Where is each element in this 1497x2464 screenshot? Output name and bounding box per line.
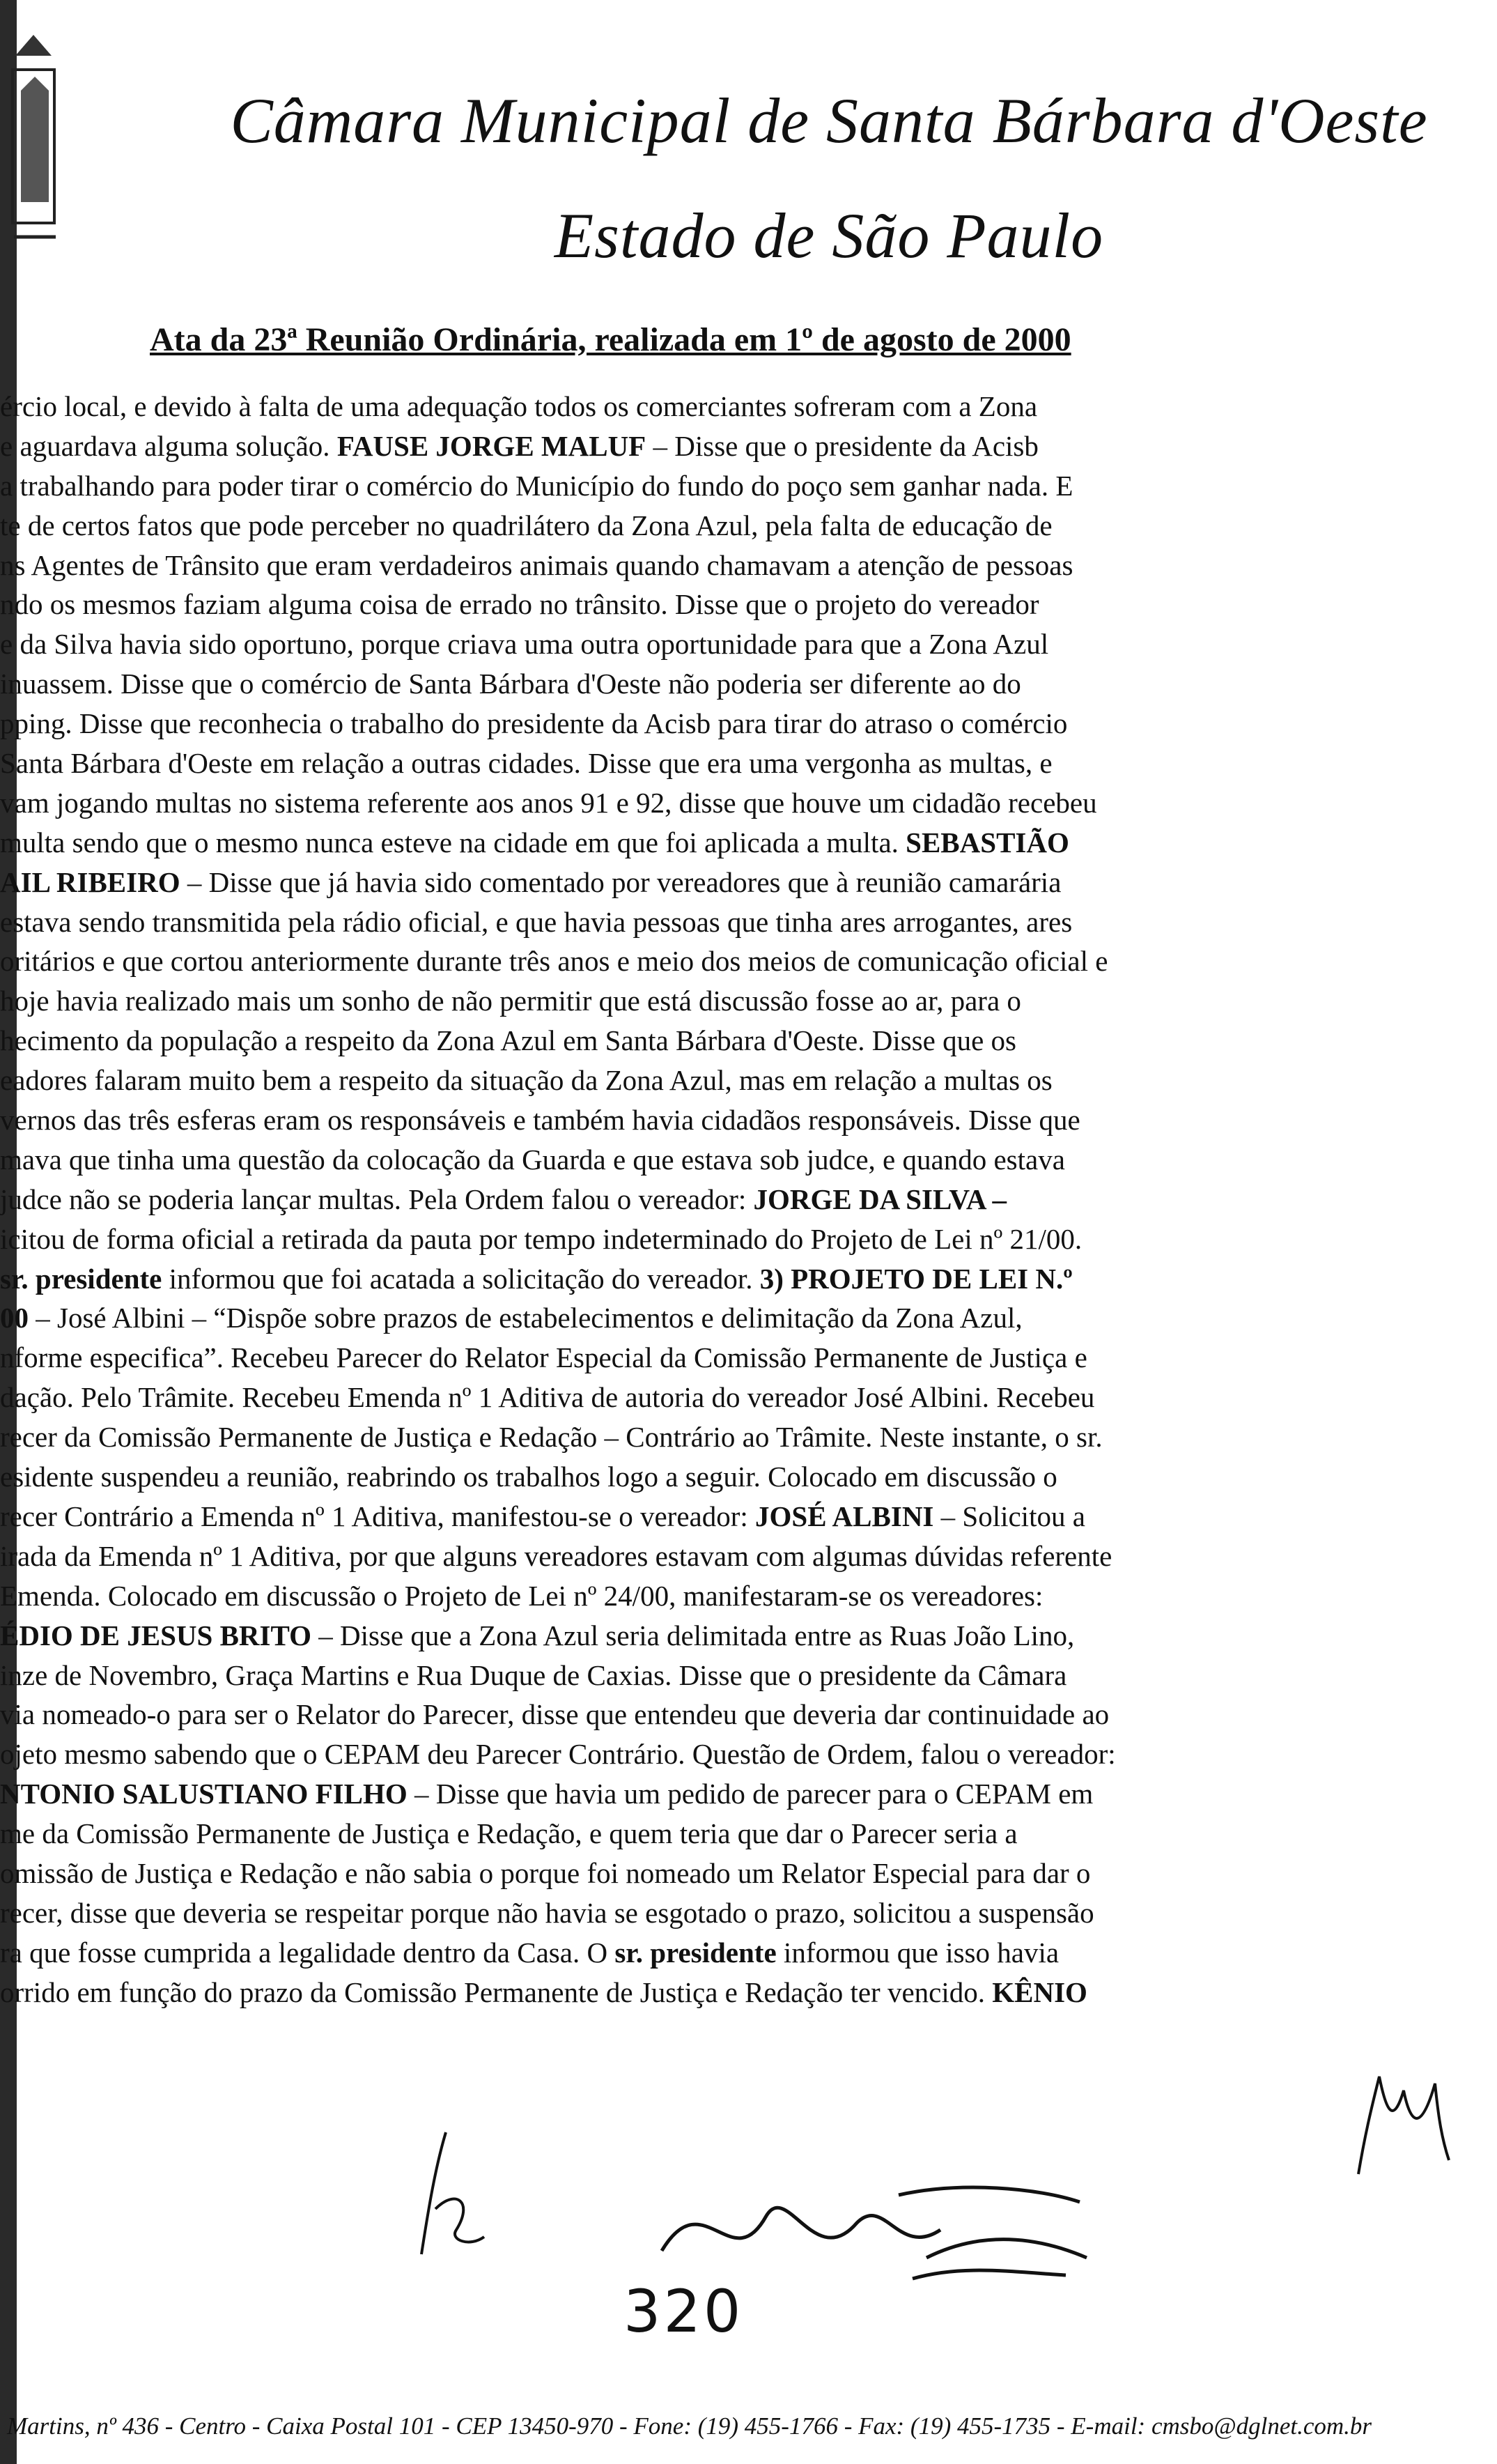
text-run: – Disse que a Zona Azul seria delimitada entre as Ruas João Lino, — [311, 1619, 1075, 1651]
text-run: mava que tinha uma questão da colocação da Guarda e que estava sob judce, e quando estava — [0, 1143, 1065, 1176]
text-run: – José Albini – “Dispõe sobre prazos de estabelecimentos e delimitação da Zona Azul, — [29, 1302, 1023, 1334]
text-run: irada da Emenda nº 1 Aditiva, por que alguns vereadores estavam com algumas dúvidas referente — [0, 1539, 1112, 1572]
text-line — [0, 466, 1414, 506]
text-run: eadores falaram muito bem a respeito da situação da Zona Azul, mas em relação a multas os — [0, 1064, 1053, 1097]
text-run: icitou de forma oficial a retirada da pauta por tempo indeterminado do Projeto de Lei nº 21/00. — [0, 1222, 1083, 1255]
text-line — [0, 1774, 1414, 1814]
text-run: omissão de Justiça e Redação e não sabia o porque foi nomeado um Relator Especial para dar o — [0, 1856, 1091, 1889]
text-run: multa sendo que o mesmo nunca esteve na cidade em que foi aplicada a multa. — [0, 826, 906, 858]
text-run: ércio local, e devido à falta de uma adequação todos os comerciantes sofreram com a Zona — [0, 390, 1038, 422]
text-run: – Solicitou a — [933, 1500, 1085, 1532]
text-line — [0, 1973, 1414, 2012]
text-line — [0, 387, 1414, 426]
text-line — [0, 863, 1414, 902]
text-run: informou que foi acatada a solicitação do vereador. — [162, 1262, 760, 1295]
signature-3 — [1344, 2063, 1456, 2181]
text-run: hecimento da população a respeito da Zona Azul em Santa Bárbara d'Oeste. Disse que os — [0, 1024, 1016, 1057]
text-line — [0, 1814, 1414, 1854]
text-run: te de certos fatos que pode perceber no quadrilátero da Zona Azul, pela falta de educação de — [0, 509, 1053, 541]
text-line — [0, 981, 1414, 1021]
text-run: e da Silva havia sido oportuno, porque criava uma outra oportunidade para que a Zona Azul — [0, 628, 1049, 661]
signature-2 — [648, 2153, 1094, 2293]
text-run: ns Agentes de Trânsito que eram verdadeiros animais quando chamavam a atenção de pessoas — [0, 548, 1073, 581]
text-line — [0, 585, 1414, 624]
text-line — [0, 1259, 1414, 1299]
text-run: pping. Disse que reconhecia o trabalho do presidente da Acisb para tirar do atraso o comércio — [0, 707, 1068, 740]
text-run: orrido em função do prazo da Comissão Permanente de Justiça e Redação ter vencido. — [0, 1976, 993, 2008]
signature-1 — [408, 2125, 491, 2265]
text-run: – Disse que o presidente da Acisb — [646, 429, 1039, 462]
text-run: – Disse que já havia sido comentado por vereadores que à reunião camarária — [180, 865, 1062, 898]
text-run: ndo os mesmos faziam alguma coisa de errado no trânsito. Disse que o projeto do vereador — [0, 588, 1039, 621]
text-line — [0, 1854, 1414, 1893]
text-line — [0, 1140, 1414, 1180]
bold-text-run: sr. presidente — [0, 1262, 162, 1295]
text-run: vernos das três esferas eram os responsáveis e também havia cidadãos responsáveis. Disse que — [0, 1104, 1080, 1137]
text-line — [0, 704, 1414, 744]
text-run: inze de Novembro, Graça Martins e Rua Duque de Caxias. Disse que o presidente da Câmara — [0, 1658, 1067, 1691]
text-run: dação. Pelo Trâmite. Recebeu Emenda nº 1 Aditiva de autoria do vereador José Albini. Recebeu — [0, 1381, 1095, 1414]
text-run: via nomeado-o para ser o Relator do Parecer, disse que entendeu que deveria dar continuidade ao — [0, 1698, 1110, 1731]
minutes-body — [0, 387, 1414, 2012]
text-run: hoje havia realizado mais um sonho de não permitir que está discussão fosse ao ar, para o — [0, 985, 1021, 1017]
bold-text-run: sr. presidente — [614, 1936, 777, 1969]
text-line — [0, 1893, 1414, 1933]
text-run: recer da Comissão Permanente de Justiça e Redação – Contrário ao Trâmite. Neste instante, o sr. — [0, 1421, 1103, 1454]
text-line — [0, 1180, 1414, 1219]
text-run: esidente suspendeu a reunião, reabrindo os trabalhos logo a seguir. Colocado em discussão o — [0, 1461, 1057, 1493]
bold-text-run: JOSÉ ALBINI — [755, 1500, 934, 1532]
text-line — [0, 506, 1414, 546]
text-line — [0, 1497, 1414, 1537]
text-run: inuassem. Disse que o comércio de Santa Bárbara d'Oeste não poderia ser diferente ao do — [0, 668, 1021, 700]
text-line — [0, 1457, 1414, 1497]
bold-text-run: 00 — [0, 1302, 29, 1334]
text-line — [0, 823, 1414, 863]
text-run: Santa Bárbara d'Oeste em relação a outras cidades. Disse que era uma vergonha as multas, e — [0, 747, 1053, 780]
text-run: informou que isso havia — [776, 1936, 1060, 1969]
text-run: nforme especifica”. Recebeu Parecer do Relator Especial da Comissão Permanente de Justiça e — [0, 1341, 1087, 1374]
text-run: e aguardava alguma solução. — [0, 429, 337, 462]
bold-text-run: ÉDIO DE JESUS BRITO — [0, 1619, 311, 1651]
text-line — [0, 1338, 1414, 1378]
bold-text-run: SEBASTIÃO — [906, 826, 1069, 858]
text-line — [0, 546, 1414, 585]
text-line — [0, 1061, 1414, 1100]
bold-text-run: AIL RIBEIRO — [0, 865, 180, 898]
text-line — [0, 1933, 1414, 1973]
text-line — [0, 664, 1414, 704]
chamber-name: Câmara Municipal de Santa Bárbara d'Oeste — [230, 85, 1428, 156]
page-number: 320 — [623, 2277, 744, 2346]
text-run: oritários e que cortou anteriormente durante três anos e meio dos meios de comunicação oficial e — [0, 945, 1108, 978]
minutes-title: Ata da 23ª Reunião Ordinária, realizada em 1º de agosto de 2000 — [150, 321, 1071, 358]
text-run: me da Comissão Permanente de Justiça e Redação, e quem teria que dar o Parecer seria a — [0, 1817, 1018, 1850]
bold-text-run: NTONIO SALUSTIANO FILHO — [0, 1778, 408, 1810]
text-line — [0, 902, 1414, 942]
text-run: ojeto mesmo sabendo que o CEPAM deu Parecer Contrário. Questão de Ordem, falou o vereador: — [0, 1738, 1116, 1771]
bold-text-run: JORGE DA SILVA – — [753, 1183, 1007, 1215]
text-line — [0, 1378, 1414, 1417]
text-run: judce não se poderia lançar multas. Pela Ordem falou o vereador: — [0, 1183, 754, 1215]
text-line — [0, 1656, 1414, 1695]
state-name: Estado de São Paulo — [554, 200, 1104, 271]
text-run: – Disse que havia um pedido de parecer para o CEPAM em — [407, 1778, 1094, 1810]
text-line — [0, 1219, 1414, 1259]
text-line — [0, 744, 1414, 783]
text-line — [0, 624, 1414, 664]
coat-of-arms-icon — [0, 28, 63, 265]
bold-text-run: 3) PROJETO DE LEI N.º — [759, 1262, 1073, 1295]
bold-text-run: KÊNIO — [992, 1976, 1087, 2008]
text-line — [0, 1298, 1414, 1338]
text-run: recer Contrário a Emenda nº 1 Aditiva, manifestou-se o vereador: — [0, 1500, 756, 1532]
text-run: recer, disse que deveria se respeitar porque não havia se esgotado o prazo, solicitou a suspensão — [0, 1896, 1094, 1929]
text-line — [0, 1100, 1414, 1140]
text-line — [0, 1537, 1414, 1576]
text-line — [0, 426, 1414, 466]
text-run: estava sendo transmitida pela rádio oficial, e que havia pessoas que tinha ares arrogantes, ares — [0, 905, 1073, 938]
text-line — [0, 1021, 1414, 1061]
text-line — [0, 1417, 1414, 1457]
text-line — [0, 941, 1414, 981]
text-run: Emenda. Colocado em discussão o Projeto de Lei nº 24/00, manifestaram-se os vereadores: — [0, 1579, 1044, 1612]
text-line — [0, 1695, 1414, 1734]
text-line — [0, 783, 1414, 823]
text-run: a trabalhando para poder tirar o comércio do Município do fundo do poço sem ganhar nada. E — [0, 469, 1073, 502]
text-run: ra que fosse cumprida a legalidade dentro da Casa. O — [0, 1936, 615, 1969]
bold-text-run: FAUSE JORGE MALUF — [336, 429, 646, 462]
text-line — [0, 1616, 1414, 1656]
text-line — [0, 1576, 1414, 1616]
text-line — [0, 1734, 1414, 1774]
text-run: vam jogando multas no sistema referente aos anos 91 e 92, disse que houve um cidadão recebeu — [0, 786, 1097, 819]
footer-address: Martins, nº 436 - Centro - Caixa Postal 101 - CEP 13450-970 - Fone: (19) 455-1766 - Fax: (19) 455-1735 - E-mail: cmsbo@dglnet.com.br — [7, 2412, 1372, 2440]
